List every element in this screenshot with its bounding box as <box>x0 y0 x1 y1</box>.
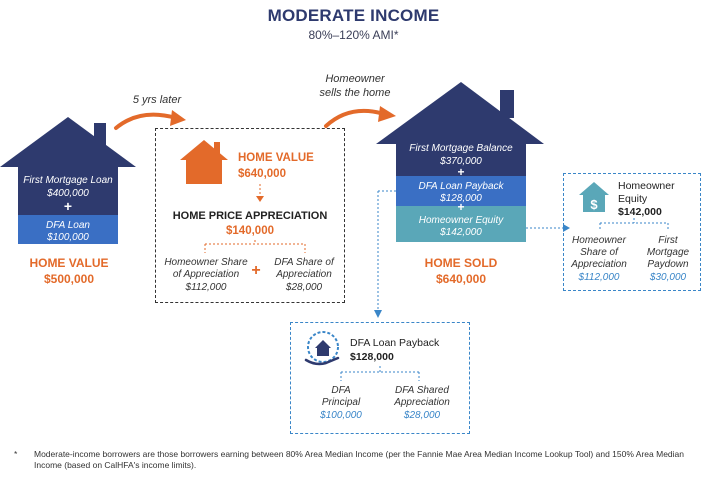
house2-dfa-label: DFA Loan Payback <box>418 181 504 192</box>
dfa-split-connector <box>335 366 425 382</box>
sells-label-line2: sells the home <box>319 87 391 99</box>
dfa-principal-line1: DFA <box>331 385 351 396</box>
dfa-shared-line1: DFA Shared <box>395 385 449 396</box>
orange-house-icon <box>178 138 230 186</box>
house2-connectors <box>368 190 578 325</box>
appreciation-home-value-label: HOME VALUE <box>238 152 314 164</box>
house1-plus: + <box>63 198 73 214</box>
house1-caption: HOME VALUE <box>29 256 109 270</box>
dfa-box-value: $128,000 <box>350 351 394 363</box>
equity-paydown-line3: Paydown <box>647 259 689 270</box>
equity-share-value: $112,000 <box>578 272 620 283</box>
equity-title-line2: Equity <box>618 193 648 205</box>
dfa-principal-value: $100,000 <box>320 410 362 421</box>
homeowner-share-value: $112,000 <box>185 282 227 293</box>
dfa-principal-line2: Principal <box>321 397 361 408</box>
footnote-line1: Moderate-income borrowers are those borrowers earning between 80% Area Median Income (per the Fannie Mae Area Median Income Lookup Tool) and 150% Area Median <box>34 449 684 459</box>
equity-house-dollar-icon <box>577 180 611 214</box>
homeowner-share-line2: of Appreciation <box>172 269 240 280</box>
appreciation-plus: + <box>251 262 261 279</box>
footnote-marker: * <box>14 449 18 459</box>
house2-plus2: + <box>457 200 465 214</box>
house2-caption-value: $640,000 <box>435 272 487 286</box>
house1-roof <box>0 115 138 170</box>
house1-mortgage-label: First Mortgage Loan <box>23 175 113 186</box>
appreciation-label: HOME PRICE APPRECIATION <box>172 210 328 222</box>
dfa-house-hand-icon <box>302 330 344 368</box>
appreciation-value: $140,000 <box>226 225 274 237</box>
five-years-label: 5 yrs later <box>132 94 182 106</box>
house1-dfa-label: DFA Loan <box>46 220 90 231</box>
dfa-share-line2: Appreciation <box>276 269 332 280</box>
house1-caption-value: $500,000 <box>43 272 95 286</box>
dfa-shared-value: $28,000 <box>403 410 441 421</box>
homeowner-share-line1: Homeowner Share <box>164 257 248 268</box>
appreciation-down-arrow <box>255 184 265 204</box>
page-subtitle: 80%–120% AMI* <box>308 28 399 42</box>
equity-share-line2: Share of <box>580 247 618 258</box>
svg-text:$: $ <box>590 197 598 212</box>
dfa-share-value: $28,000 <box>285 282 323 293</box>
equity-title-line1: Homeowner <box>618 180 675 192</box>
page-title: MODERATE INCOME <box>267 6 440 25</box>
house2-equity-label: Homeowner Equity <box>418 215 504 226</box>
dfa-box-title: DFA Loan Payback <box>350 337 440 349</box>
house2-caption: HOME SOLD <box>424 256 498 270</box>
equity-value: $142,000 <box>618 206 662 218</box>
appreciation-split-connector <box>200 240 310 254</box>
house2-mortgage-value: $370,000 <box>440 156 482 167</box>
appreciation-home-value: $640,000 <box>238 168 286 180</box>
dfa-share-line1: DFA Share of <box>274 257 334 268</box>
dfa-shared-line2: Appreciation <box>394 397 450 408</box>
footnote-line2: Income (based on CalHFA's income limits). <box>34 460 197 470</box>
house2-mortgage-label: First Mortgage Balance <box>409 143 513 154</box>
house2-roof <box>376 80 546 146</box>
sells-label-line1: Homeowner <box>325 73 385 85</box>
equity-paydown-value: $30,000 <box>649 272 687 283</box>
house2-plus1: + <box>457 165 465 179</box>
house2-dfa-value: $128,000 <box>440 193 482 204</box>
equity-split-connector <box>594 218 674 232</box>
house2-equity-value: $142,000 <box>440 227 482 238</box>
equity-share-line1: Homeowner <box>572 235 626 246</box>
equity-paydown-line1: First <box>658 235 678 246</box>
house1-dfa-value: $100,000 <box>47 232 89 243</box>
house1-mortgage-value: $400,000 <box>47 188 89 199</box>
equity-paydown-line2: Mortgage <box>646 247 690 258</box>
equity-share-line3: Appreciation <box>571 259 627 270</box>
